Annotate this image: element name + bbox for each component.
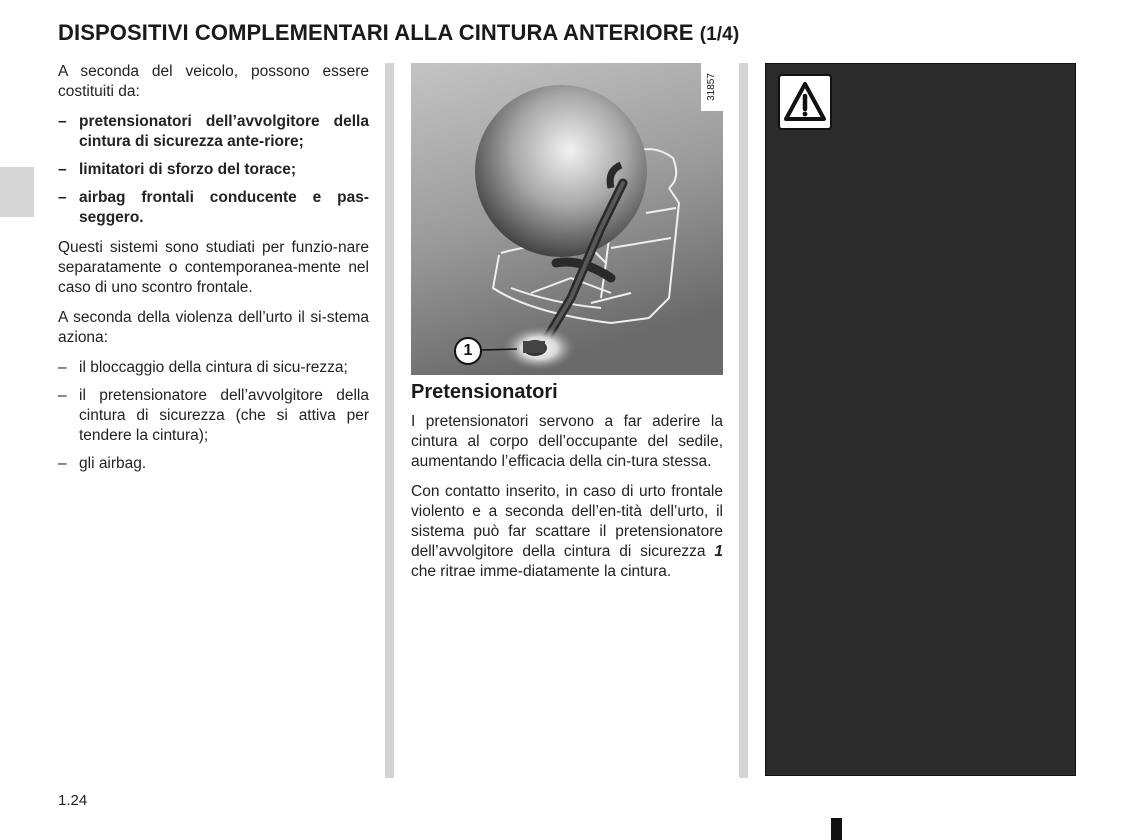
list-item: – pretensionatori dell’avvolgitore della cintura di sicurezza ante-riore; — [58, 112, 369, 152]
impact-paragraph: A seconda della violenza dell’urto il si-stema aziona: — [58, 309, 369, 346]
page-number: 1.24 — [58, 792, 88, 809]
page-title — [58, 20, 739, 46]
title-part: (1/4) — [699, 24, 740, 45]
title-text: DISPOSITIVI COMPLEMENTARI ALLA CINTURA ANTERIORE — [58, 20, 694, 45]
list-item: – il bloccaggio della cintura di sicu-rezza; — [58, 358, 369, 378]
list-item: – gli airbag. — [58, 454, 369, 474]
activation-text-start: Con contatto inserito, in caso di urto frontale violento e a seconda dell’en-tità dell’urto, il sistema può far scattare il pretensionatore dell’avvolgitore della cintura di sicurezza — [411, 483, 723, 560]
section-tab — [0, 167, 34, 217]
pretensioner-paragraph: I pretensionatori servono a far aderire la cintura al corpo dell’occupante del sedile, aumentando l’efficacia della cin-tura stessa. — [411, 413, 723, 470]
page-marker — [831, 818, 842, 840]
activation-text-end: che ritrae imme-diatamente la cintura. — [411, 563, 672, 580]
warning-panel — [765, 63, 1076, 776]
list-item: – il pretensionatore dell’avvolgitore della cintura di sicurezza (che si attiva per tendere la cintura); — [58, 386, 369, 446]
devices-list — [58, 112, 369, 228]
warning-triangle-icon — [783, 80, 827, 124]
reference-number: 1 — [714, 543, 723, 560]
list-item: – airbag frontali conducente e pas-seggero. — [58, 188, 369, 228]
warning-icon-box — [778, 74, 832, 130]
figure-reference — [701, 63, 723, 111]
intro-text: A seconda del veicolo, possono essere costituiti da: — [58, 63, 369, 100]
callout-label-1: 1 — [454, 337, 482, 365]
seat-airbag-illustration — [411, 63, 723, 375]
actions-list — [58, 358, 369, 474]
column-divider — [385, 63, 394, 778]
activation-paragraph — [411, 482, 723, 582]
systems-paragraph: Questi sistemi sono studiati per funzio-nare separatamente o contemporanea-mente nel caso di uno scontro frontale. — [58, 239, 369, 296]
figure-reference-number: 31857 — [706, 73, 717, 101]
list-item: – limitatori di sforzo del torace; — [58, 160, 369, 180]
section-heading: Pretensionatori — [411, 381, 558, 403]
seat-airbag-figure — [411, 63, 723, 375]
left-column — [58, 62, 369, 484]
middle-column — [411, 63, 723, 592]
column-divider — [739, 63, 748, 778]
